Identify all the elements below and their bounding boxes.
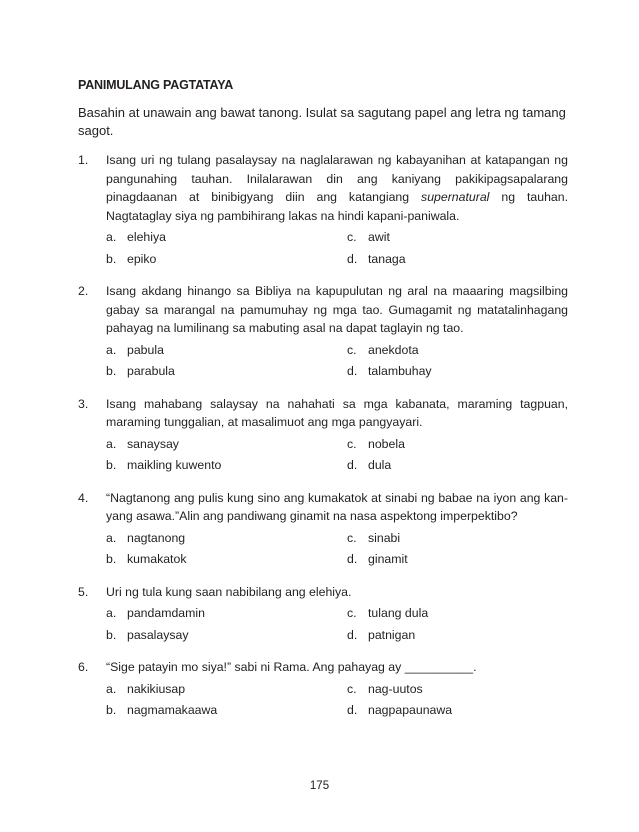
choice-a: a. pabula xyxy=(106,342,164,357)
choice-grid xyxy=(106,604,568,644)
question-item xyxy=(78,395,568,475)
question-text: Isang uri ng tulang pasalaysay na naglalarawan ng kabayanihan at katapangan ng pangunahing tauhan. Inilalarawan din ang kaniyang pakikipagsapalarang pinagdaanan at binibigyang diin ang katangiang supernatural ng tauhan. Nagtataglay siya ng pambihirang lakas na hindi kapani-paniwala. xyxy=(106,153,568,223)
question-list xyxy=(78,151,568,734)
choice-c: c. anekdota xyxy=(347,342,419,357)
choice-grid xyxy=(106,341,568,381)
choice-d: d. talambuhay xyxy=(347,364,432,378)
choice-b: b. kumakatok xyxy=(106,552,187,566)
question-number: 5. xyxy=(78,584,89,599)
choice-c: c. tulang dula xyxy=(347,606,429,620)
choice-d: d. tanaga xyxy=(347,251,406,266)
question-number: 6. xyxy=(78,660,89,674)
question-text: “Nagtanong ang pulis kung sino ang kumakatok at sinabi ng babae na iyon ang kan-yang asawa.”Alin ang pandiwang ginamit na nasa aspektong imperpektibo? xyxy=(106,490,568,523)
choice-a: a. nakikiusap xyxy=(106,681,186,696)
choice-a: a. elehiya xyxy=(106,230,166,244)
question-text: Uri ng tula kung saan nabibilang ang elehiya. xyxy=(106,584,352,599)
question-text: Isang mahabang salaysay na nahahati sa mga kabanata, maraming tagpuan, maraming tunggalian, at masalimuot ang mga pangyayari. xyxy=(106,396,568,429)
choice-b: b. pasalaysay xyxy=(106,627,189,642)
choice-c: c. awit xyxy=(347,230,390,244)
choice-d: d. ginamit xyxy=(347,552,408,566)
question-item xyxy=(78,151,568,268)
choice-a: a. pandamdamin xyxy=(106,606,205,620)
question-item xyxy=(78,282,568,381)
choice-grid xyxy=(106,228,568,268)
question-number: 3. xyxy=(78,396,89,411)
question-number: 2. xyxy=(78,284,89,298)
choice-c: c. sinabi xyxy=(347,530,401,545)
choice-grid xyxy=(106,435,568,475)
question-text: “Sige patayin mo siya!” sabi ni Rama. Ang pahayag ay __________. xyxy=(106,660,477,674)
question-item xyxy=(78,658,568,720)
choice-d: d. nagpapaunawa xyxy=(347,703,453,717)
question-item xyxy=(78,583,568,645)
choice-b: b. parabula xyxy=(106,364,175,378)
question-text: Isang akdang hinango sa Bibliya na kapupulutan ng aral na maaaring magsilbing gabay sa marangal na pamumuhay ng mga tao. Gumagamit ng matatalinhagang pahayag na lumilinang sa mabuting asal na dapat taglayin ng tao. xyxy=(106,284,568,335)
choice-b: b. epiko xyxy=(106,251,157,266)
question-number: 4. xyxy=(78,490,89,505)
page-number: 175 xyxy=(309,780,330,792)
choice-b: b. maikling kuwento xyxy=(106,458,222,472)
choice-grid xyxy=(106,529,568,569)
section-heading: PANIMULANG PAGTATAYA xyxy=(78,78,234,92)
choice-d: d. patnigan xyxy=(347,627,416,642)
italic-term: supernatural xyxy=(421,190,490,204)
choice-grid xyxy=(106,680,568,720)
question-number: 1. xyxy=(78,153,89,167)
choice-a: a. sanaysay xyxy=(106,436,179,451)
choice-c: c. nobela xyxy=(347,436,405,451)
question-item xyxy=(78,489,568,569)
choice-c: c. nag-uutos xyxy=(347,681,423,696)
choice-b: b. nagmamakaawa xyxy=(106,703,218,717)
instruction-text: Basahin at unawain ang bawat tanong. Isulat sa sagutang papel ang letra ng tamang sagot. xyxy=(78,105,566,138)
choice-d: d. dula xyxy=(347,458,392,472)
choice-a: a. nagtanong xyxy=(106,530,186,545)
